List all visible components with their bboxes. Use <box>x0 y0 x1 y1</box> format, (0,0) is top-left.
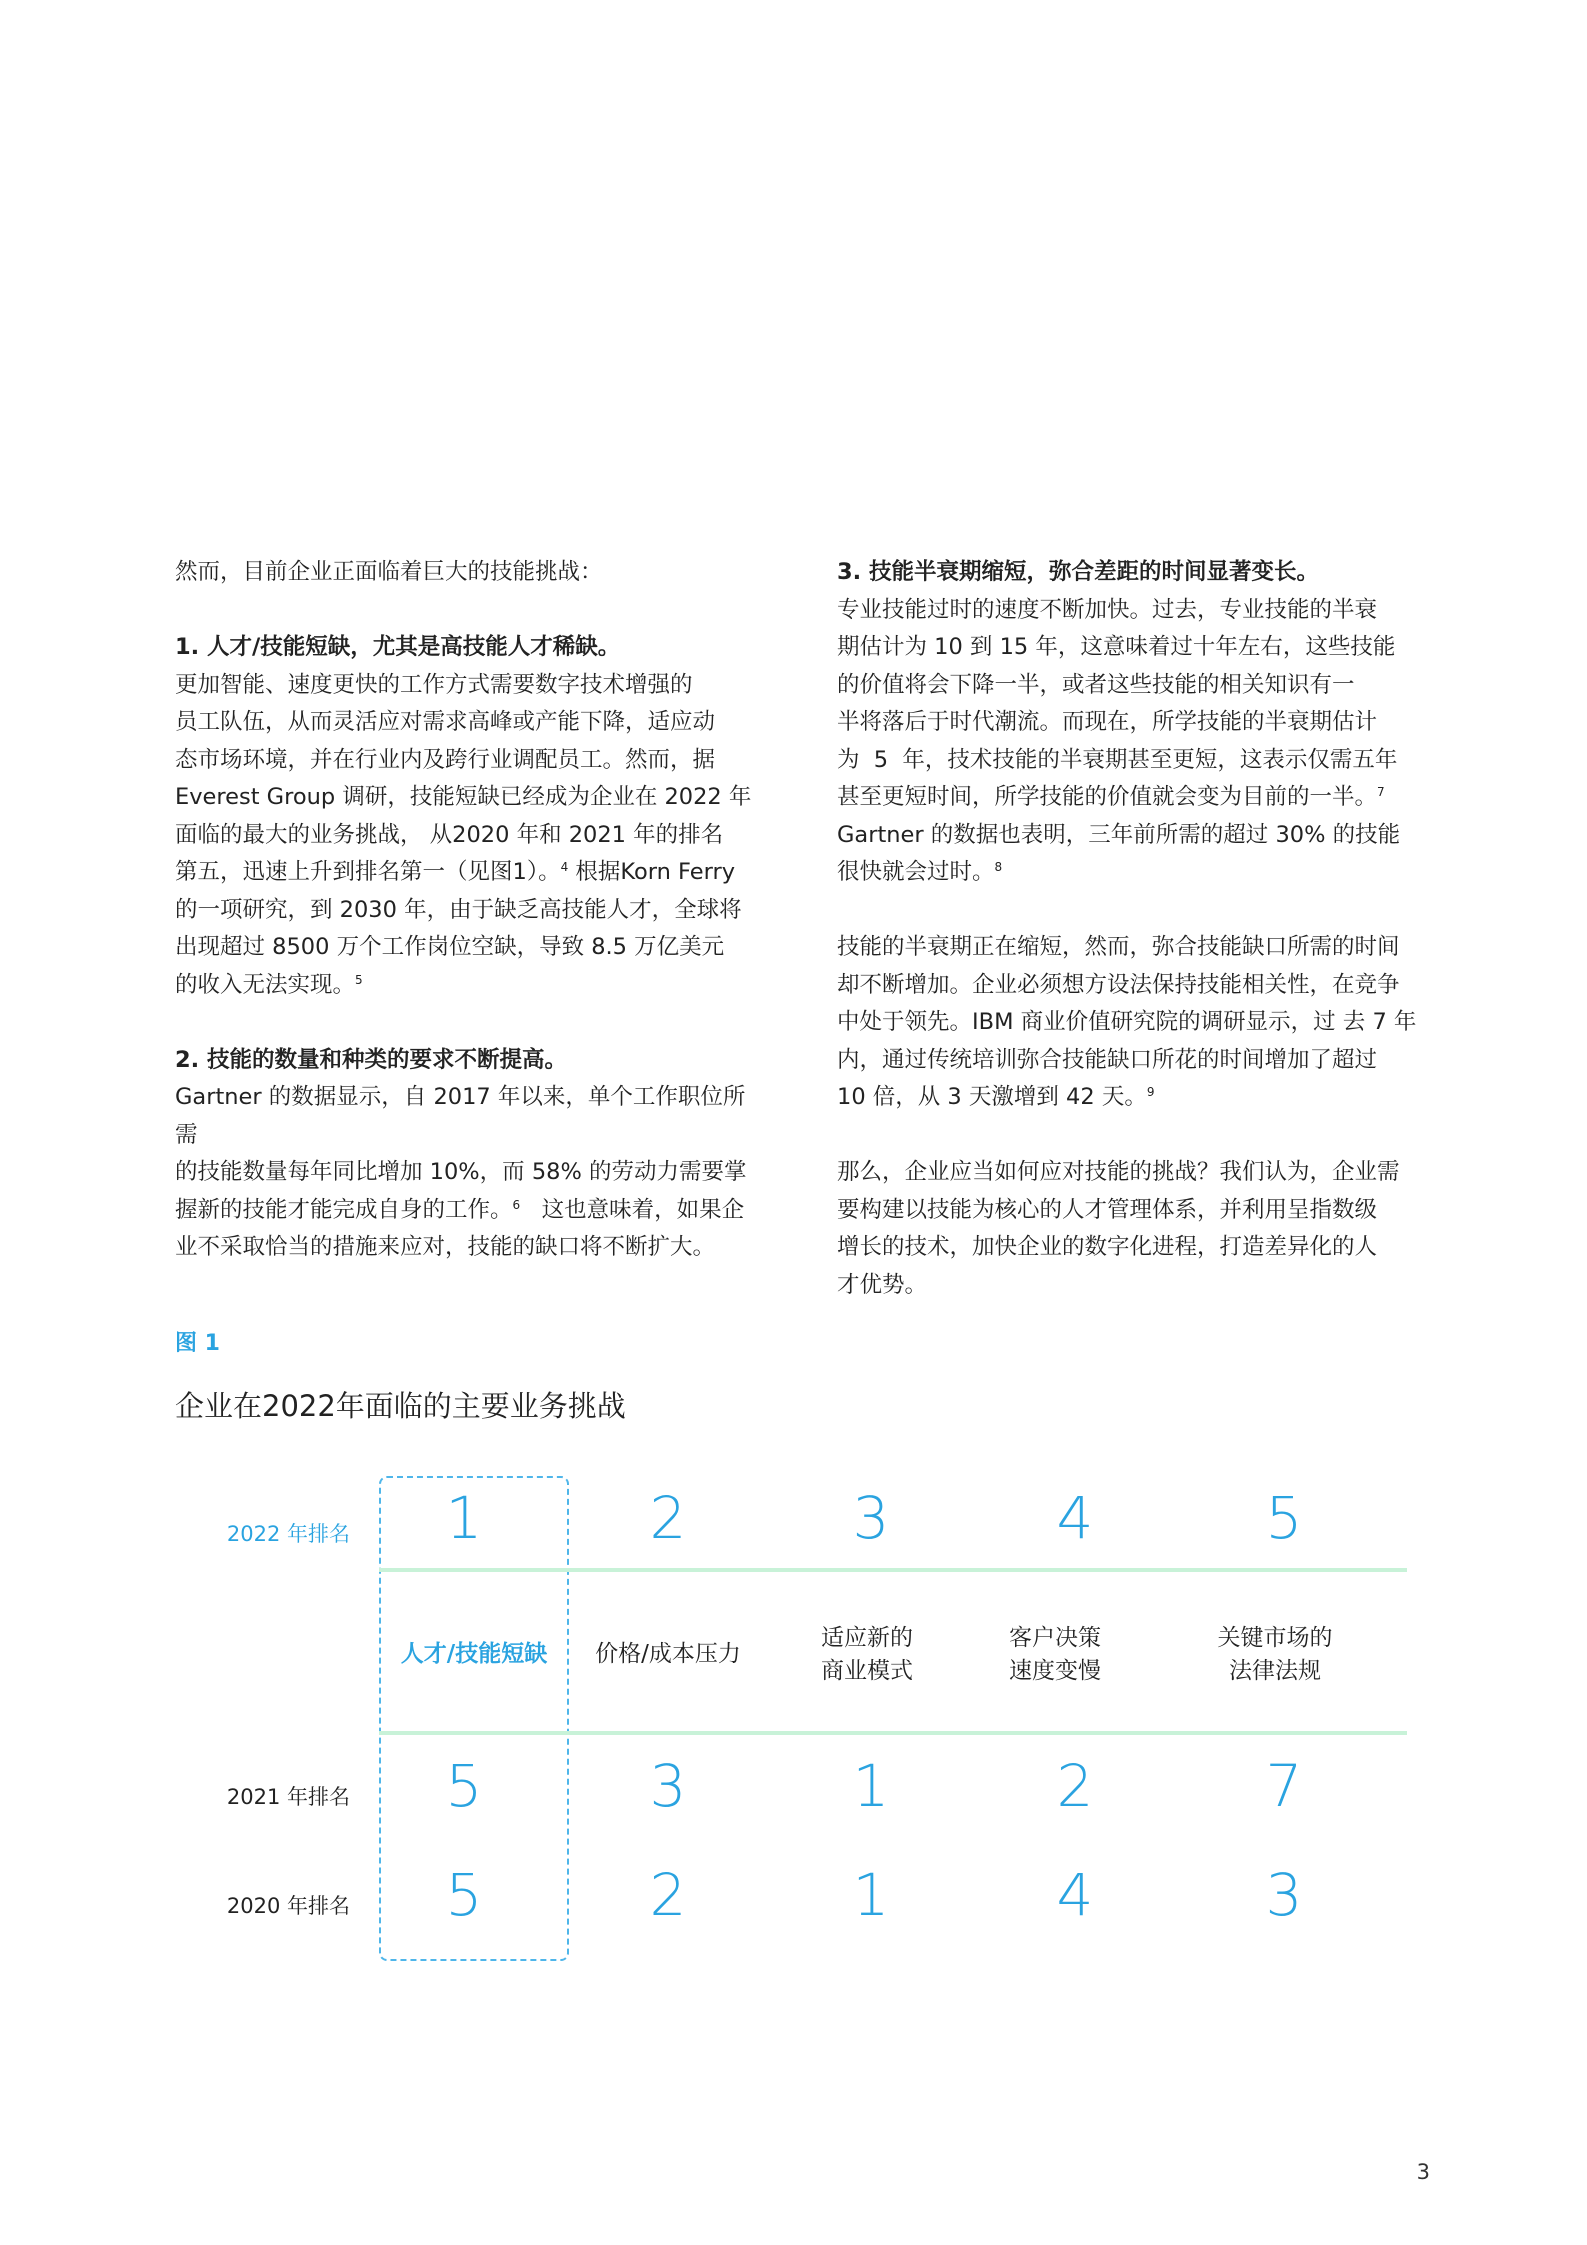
figure-label: 图 1 <box>175 1331 220 1356</box>
divider-line <box>379 1568 1407 1572</box>
point2-line: 的技能数量每年同比增加 10%，而 58% 的劳动力需要掌 <box>175 1159 747 1185</box>
row-label-2020: 2020 年排名 <box>226 1894 350 1918</box>
point3-line: 的价值将会下降一半，或者这些技能的相关知识有一 <box>837 671 1355 698</box>
footnote-ref: 4 <box>560 860 569 874</box>
point1-line: 员工队伍，从而灵活应对需求高峰或产能下降，适应动 <box>175 709 716 735</box>
point1-line: 更加智能、速度更快的工作方式需要数字技术增强的 <box>175 671 693 698</box>
point2-line: Gartner 的数据显示，自 2017 年以来，单个工作职位所需 <box>175 1084 746 1148</box>
point3-line: 专业技能过时的速度不断加快。过去，专业技能的半衰 <box>837 596 1378 623</box>
point2-line: 握新的技能才能完成自身的工作。$^6$ 这也意味着，如果企 <box>175 1196 745 1223</box>
para2-line: 10 倍，从 3 天激增到 42 天。$^9$ <box>837 1084 1155 1110</box>
point3-line: 期估计为 10 到 15 年，这意味着过十年左右，这些技能 <box>837 634 1396 660</box>
rank-2021: 5 <box>445 1752 483 1820</box>
category-label: 关键市场的 法律法规 <box>1217 1625 1333 1684</box>
rank-2021: 1 <box>852 1752 890 1820</box>
divider-line <box>379 1731 1407 1735</box>
para3-line: 才优势。 <box>837 1271 928 1298</box>
category-label: 人才/技能短缺 <box>400 1641 548 1667</box>
rank-2020: 5 <box>445 1861 483 1929</box>
category-label: 适应新的 商业模式 <box>821 1625 913 1684</box>
rank-2022: 4 <box>1056 1484 1094 1552</box>
footnote-ref: 5 <box>355 972 363 987</box>
point3-line: 很快就会过时。$^8$ <box>837 859 1003 885</box>
para3-line: 那么，企业应当如何应对技能的挑战？我们认为，企业需 <box>837 1159 1400 1185</box>
rank-2020: 4 <box>1056 1861 1094 1929</box>
para3-line: 要构建以技能为核心的人才管理体系，并利用呈指数级 <box>837 1196 1378 1223</box>
footnote-ref: 8 <box>994 860 1003 874</box>
rank-2021: 2 <box>1056 1752 1094 1820</box>
footnote-ref: 6 <box>512 1197 521 1212</box>
para3-line: 增长的技术，加快企业的数字化进程，打造差异化的人 <box>837 1234 1378 1260</box>
left-column <box>175 554 765 1267</box>
row-label-2022: 2022 年排名 <box>226 1522 350 1546</box>
point1-heading: 1. 人才/技能短缺，尤其是高技能人才稀缺。 <box>175 634 621 660</box>
page-number: 3 <box>1416 2160 1430 2184</box>
point3-line: Gartner 的数据也表明，三年前所需的超过 30% 的技能 <box>837 821 1401 848</box>
rank-2020: 2 <box>649 1861 687 1929</box>
rank-2022: 1 <box>445 1484 483 1552</box>
rank-2020: 3 <box>1265 1861 1303 1929</box>
point1-line: 态市场环境，并在行业内及跨行业调配员工。然而，据 <box>175 746 716 773</box>
point1-line: 的一项研究，到 2030 年，由于缺乏高技能人才，全球将 <box>175 896 742 923</box>
category-label: 价格/成本压力 <box>595 1641 741 1667</box>
point2-line: 业不采取恰当的措施来应对，技能的缺口将不断扩大。 <box>175 1234 716 1260</box>
figure-title: 企业在2022年面临的主要业务挑战 <box>175 1389 626 1423</box>
point1-line: 的收入无法实现。$^5$ <box>175 971 363 998</box>
rank-2021: 7 <box>1265 1752 1303 1820</box>
category-label: 客户决策 速度变慢 <box>1009 1625 1101 1684</box>
rank-2022: 2 <box>649 1484 687 1552</box>
rank-2020: 1 <box>852 1861 890 1929</box>
intro-text: 然而，目前企业正面临着巨大的技能挑战： <box>175 559 603 585</box>
point1-line: 出现超过 8500 万个工作岗位空缺，导致 8.5 万亿美元 <box>175 934 725 960</box>
rank-2022: 3 <box>852 1484 890 1552</box>
point3-heading: 3. 技能半衰期缩短，弥合差距的时间显著变长。 <box>837 559 1320 585</box>
rank-2021: 3 <box>649 1752 687 1820</box>
point1-line: Everest Group 调研，技能短缺已经成为企业在 2022 年 <box>175 784 752 810</box>
point1-line: 面临的最大的业务挑战， 从2020 年和 2021 年的排名 <box>175 821 724 848</box>
para2-line: 技能的半衰期正在缩短，然而，弥合技能缺口所需的时间 <box>837 934 1400 960</box>
footnote-ref: 7 <box>1377 785 1385 799</box>
point3-line: 半将落后于时代潮流。而现在，所学技能的半衰期估计 <box>837 709 1378 735</box>
point2-heading: 2. 技能的数量和种类的要求不断提高。 <box>175 1046 568 1073</box>
right-column <box>837 554 1427 1304</box>
para2-line: 中处于领先。IBM 商业价值研究院的调研显示，过 去 7 年 <box>837 1009 1417 1035</box>
point3-line: 甚至更短时间，所学技能的价值就会变为目前的一半。$^7$ <box>837 784 1385 810</box>
row-label-2021: 2021 年排名 <box>226 1785 350 1809</box>
para2-line: 内，通过传统培训弥合技能缺口所花的时间增加了超过 <box>837 1046 1378 1073</box>
footnote-ref: 9 <box>1146 1085 1155 1099</box>
para2-line: 却不断增加。企业必须想方设法保持技能相关性，在竞争 <box>837 971 1400 998</box>
point3-line: 为 5 年，技术技能的半衰期甚至更短，这表示仅需五年 <box>837 746 1398 773</box>
rank-2022: 5 <box>1265 1484 1303 1552</box>
point1-line: 第五，迅速上升到排名第一（见图1）。$^4$ 根据Korn Ferry <box>175 859 736 885</box>
